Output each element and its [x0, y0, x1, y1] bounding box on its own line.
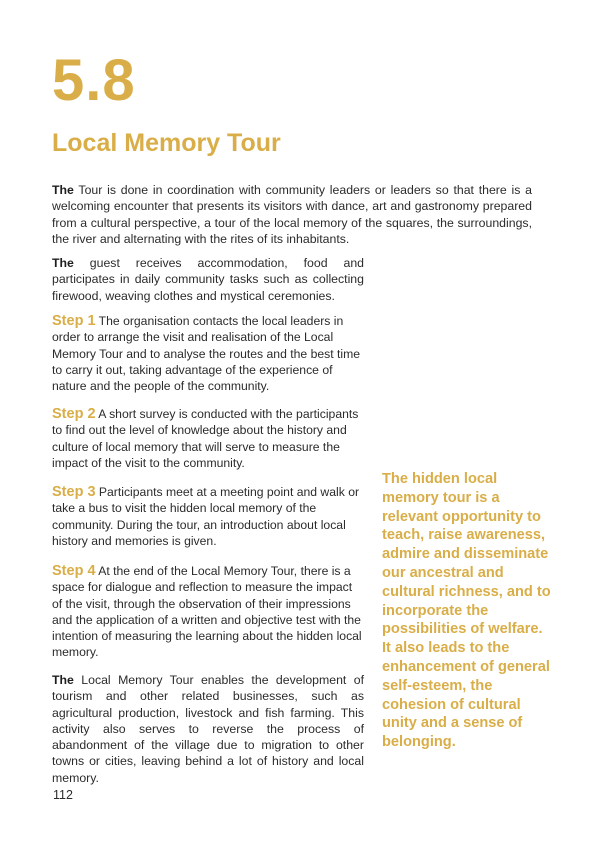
step-1-text: The organisation contacts the local leaders in order to arrange the visit and realisation of the Local Memory Tour and to analyse the routes and the best time to carry it out, taking advantage of the experience of nature and the people of the community.	[52, 314, 361, 394]
closing-paragraph	[52, 672, 364, 786]
step-4-label: Step 4	[52, 563, 96, 579]
intro-paragraph	[52, 182, 532, 247]
guest-paragraph	[52, 255, 364, 304]
intro-lead: The	[52, 183, 74, 197]
step-4-text: At the end of the Local Memory Tour, there is a space for dialogue and reflection to measure the impact of the visit, through the observation of their impressions and the application of a written and objective test with the intention of measuring the learning about the hidden local memory.	[52, 564, 362, 660]
closing-lead: The	[52, 673, 74, 687]
step-1	[52, 313, 364, 394]
guest-lead: The	[52, 256, 74, 270]
step-3-label: Step 3	[52, 484, 96, 500]
step-2	[52, 406, 364, 471]
step-2-text: A short survey is conducted with the participants to find out the level of knowledge about the history and culture of local memory that will serve to measure the impact of the visit to the community.	[52, 407, 359, 470]
page-number: 112	[53, 788, 73, 802]
section-number: 5.8	[52, 48, 136, 113]
guest-text: guest receives accommodation, food and participates in daily community tasks such as collecting firewood, weaving clothes and mystical ceremonies.	[52, 256, 364, 303]
step-3-text: Participants meet at a meeting point and walk or take a bus to visit the hidden local memory of the community. During the tour, an introduction about local history and memories is given.	[52, 485, 360, 548]
step-4	[52, 563, 364, 661]
closing-text: Local Memory Tour enables the development of tourism and other related businesses, such as agricultural production, livestock and fish farming. This activity also serves to reverse the process of abandonment of the village due to migration to other towns or cities, leaving behind a lot of history and local memory.	[52, 673, 364, 785]
pull-quote: The hidden local memory tour is a relevant opportunity to teach, raise awareness, admire and disseminate our ancestral and cultural richness, and to incorporate the possibilities of welfare. It also leads to the enhancement of general self-esteem, the cohesion of cultural unity and a sense of belonging.	[382, 471, 551, 751]
step-1-label: Step 1	[52, 313, 96, 329]
step-3	[52, 484, 364, 549]
step-2-label: Step 2	[52, 406, 96, 422]
section-title: Local Memory Tour	[52, 129, 281, 157]
intro-text: Tour is done in coordination with community leaders or leaders so that there is a welcoming encounter that presents its visitors with dance, art and gastronomy prepared from a cultural perspective, a tour of the local memory of the squares, the surroundings, the river and alternating with the rites of its inhabitants.	[52, 183, 532, 246]
